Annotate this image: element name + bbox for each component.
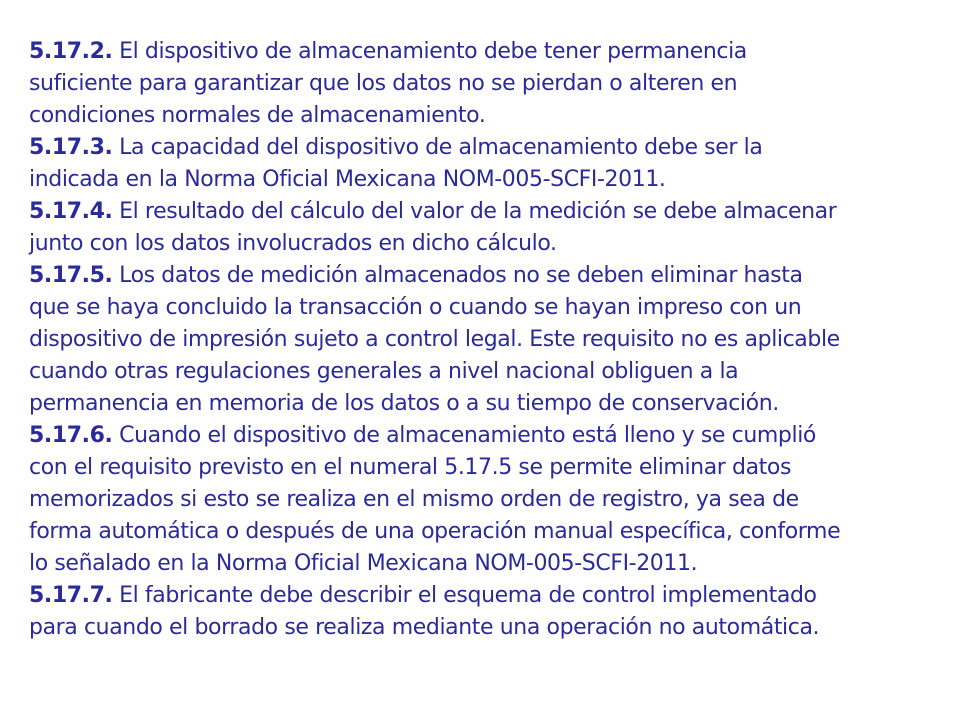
text-line-6 xyxy=(29,196,934,228)
line-text: suficiente para garantizar que los datos no se pierdan o alteren en xyxy=(29,71,738,96)
section-number-5-17-4: 5.17.4. xyxy=(29,199,113,224)
line-text: con el requisito previsto en el numeral 5.17.5 se permite eliminar datos xyxy=(29,455,792,480)
text-line-17 xyxy=(29,548,934,580)
section-number-5-17-7: 5.17.7. xyxy=(29,583,113,608)
text-line-4 xyxy=(29,132,934,164)
line-text: lo señalado en la Norma Oficial Mexicana NOM-005-SCFI-2011. xyxy=(29,551,698,576)
text-line-11 xyxy=(29,356,934,388)
text-line-1 xyxy=(29,36,934,68)
line-text: Cuando el dispositivo de almacenamiento está lleno y se cumplió xyxy=(112,423,816,448)
section-number-5-17-3: 5.17.3. xyxy=(29,135,113,160)
text-line-16 xyxy=(29,516,934,548)
text-line-5 xyxy=(29,164,934,196)
text-line-19 xyxy=(29,612,934,644)
line-text: cuando otras regulaciones generales a nivel nacional obliguen a la xyxy=(29,359,739,384)
text-line-15 xyxy=(29,484,934,516)
line-text: La capacidad del dispositivo de almacenamiento debe ser la xyxy=(112,135,763,160)
line-text: que se haya concluido la transacción o cuando se hayan impreso con un xyxy=(29,295,802,320)
section-number-5-17-5: 5.17.5. xyxy=(29,263,113,288)
line-text: El resultado del cálculo del valor de la medición se debe almacenar xyxy=(112,199,837,224)
text-line-8 xyxy=(29,260,934,292)
document-body xyxy=(29,36,934,644)
text-line-3 xyxy=(29,100,934,132)
line-text: Los datos de medición almacenados no se deben eliminar hasta xyxy=(112,263,803,288)
text-line-10 xyxy=(29,324,934,356)
line-text: El fabricante debe describir el esquema de control implementado xyxy=(112,583,817,608)
text-line-12 xyxy=(29,388,934,420)
line-text: forma automática o después de una operación manual específica, conforme xyxy=(29,519,841,544)
text-line-9 xyxy=(29,292,934,324)
text-line-7 xyxy=(29,228,934,260)
line-text: indicada en la Norma Oficial Mexicana NOM-005-SCFI-2011. xyxy=(29,167,666,192)
text-line-2 xyxy=(29,68,934,100)
line-text: para cuando el borrado se realiza mediante una operación no automática. xyxy=(29,615,820,640)
text-line-14 xyxy=(29,452,934,484)
line-text: memorizados si esto se realiza en el mismo orden de registro, ya sea de xyxy=(29,487,799,512)
section-number-5-17-2: 5.17.2. xyxy=(29,39,113,64)
text-line-13 xyxy=(29,420,934,452)
text-line-18 xyxy=(29,580,934,612)
line-text: junto con los datos involucrados en dicho cálculo. xyxy=(29,231,557,256)
line-text: El dispositivo de almacenamiento debe tener permanencia xyxy=(112,39,747,64)
line-text: dispositivo de impresión sujeto a control legal. Este requisito no es aplicable xyxy=(29,327,840,352)
line-text: condiciones normales de almacenamiento. xyxy=(29,103,486,128)
section-number-5-17-6: 5.17.6. xyxy=(29,423,113,448)
line-text: permanencia en memoria de los datos o a su tiempo de conservación. xyxy=(29,391,779,416)
